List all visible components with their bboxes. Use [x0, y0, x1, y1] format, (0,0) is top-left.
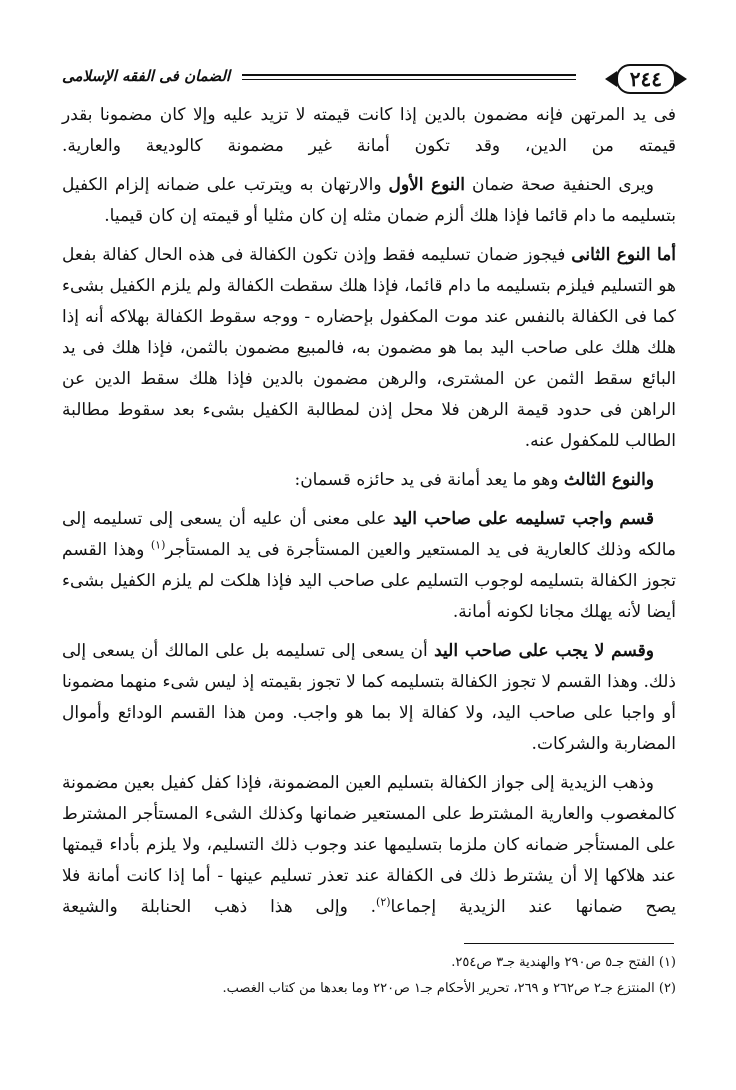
footnote-marker: (١)	[150, 538, 166, 552]
paragraph-2	[62, 170, 676, 232]
text-run: فى يد المرتهن فإنه مضمون بالدين إذا كانت قيمته لا تزيد عليه وإلا كان مضمونا بقدر قيمته من الدين، وقد تكون أمانة غير مضمونة كالوديعة والعارية.	[62, 105, 676, 156]
text-run: ويرى الحنفية صحة ضمان	[465, 175, 654, 195]
paragraph-7	[62, 768, 676, 923]
page-number: ٢٤٤	[616, 64, 676, 94]
bold-term: والنوع الثالث	[563, 470, 654, 490]
text-run: فيجوز ضمان تسليمه فقط وإذن تكون الكفالة فى هذه الحال كفالة بفعل هو التسليم فيلزم بتسليمه ما دام قائما، فإذا هلك سقطت الكفالة ولم يلزم الكفيل بشىء كما فى الكفالة بالنفس عند موت المكفول بإحضاره - ووجه سقوط الكفالة بهلاكه أنه إذا هلك هلك على صاحب اليد بما هو مضمون به، فالمبيع مضمون بالثمن، فإذا هلك فى يد البائع سقط الثمن عن المشترى، والرهن مضمون بالدين فإذا هلك سقط الدين عن الراهن فى حدود قيمة الرهن فلا محل إذن لمطالبة الكفيل بشىء بعد سقوط مطالبة الطالب للمكفول عنه.	[62, 245, 676, 451]
bold-term: أما النوع الثانى	[571, 245, 676, 265]
bold-term: النوع الأول	[388, 175, 466, 195]
header-rule	[242, 74, 576, 80]
paragraph-5	[62, 504, 676, 628]
footnote-rule	[464, 943, 674, 944]
bold-term: قسم واجب تسليمه على صاحب اليد	[393, 509, 654, 529]
footnote-1: (١) الفتح جـ٥ ص٢٩٠ والهندية جـ٣ ص٢٥٤.	[451, 955, 676, 970]
paragraph-3	[62, 240, 676, 457]
text-run: على معنى أن عليه أن يسعى إلى تسليمه إلى مالكه وذلك كالعارية فى يد المستعير والعين المستأجرة فى يد المستأجر	[62, 509, 676, 560]
text-run: أن يسعى إلى تسليمه بل على المالك أن يسعى إلى ذلك. وهذا القسم لا تجوز الكفالة بتسليمه كما لا تجوز بقيمته إذ ليس شىء منهما مضمونا أو واجبا على صاحب اليد، ولا كفالة إلا بما هو واجب. ومن هذا القسم الودائع وأموال المضاربة والشركات.	[62, 641, 676, 754]
text-run: وهو ما يعد أمانة فى يد حائزه قسمان:	[294, 470, 564, 490]
paragraph-4	[62, 465, 676, 496]
text-run: والارتهان به ويترتب على ضمانه إلزام الكفيل بتسليمه ما دام قائما فإذا هلك ألزم ضمان مثله إن كان مثليا أو قيمته إن كان قيميا.	[62, 175, 676, 226]
running-title: الضمان فى الفقه الإسلامى	[62, 67, 231, 85]
footnote-marker: (٢)	[376, 895, 391, 909]
footnotes	[62, 950, 676, 1002]
text-run: وهذا القسم تجوز الكفالة بتسليمه لوجوب التسليم على صاحب اليد فإذا هلكت لم يلزم الكفيل بشىء أيضا لأنه يهلك مجانا لكونه أمانة.	[62, 540, 676, 622]
page-header	[62, 62, 676, 94]
paragraph-6	[62, 636, 676, 760]
paragraph-1	[62, 100, 676, 162]
text-run: . وإلى هذا ذهب الحنابلة والشيعة	[62, 897, 377, 917]
text-run: وذهب الزيدية إلى جواز الكفالة بتسليم العين المضمونة، فإذا كفل كفيل بعين مضمونة كالمغصوب والعارية المشترط على المستعير ضمانها وكذلك الشىء المستأجر المشترط على المستأجر ضمانه كان ملزما بتسليمها عند وجوب ذلك التسليم، ولا يلزم بأداء قيمتها عند هلاكها إلا أن يشترط ذلك فى الكفالة عند تعذر تسليم عينها - أما إذا كانت أمانة فلا يصح ضمانها عند الزيدية إجماعا	[62, 773, 676, 917]
page-body	[62, 100, 676, 931]
bold-term: وقسم لا يجب على صاحب اليد	[434, 641, 655, 661]
footnote-2: (٢) المنتزع جـ٢ ص٢٦٢ و ٢٦٩، تحرير الأحكام جـ١ ص٢٢٠ وما بعدها من كتاب الغصب.	[222, 981, 676, 996]
